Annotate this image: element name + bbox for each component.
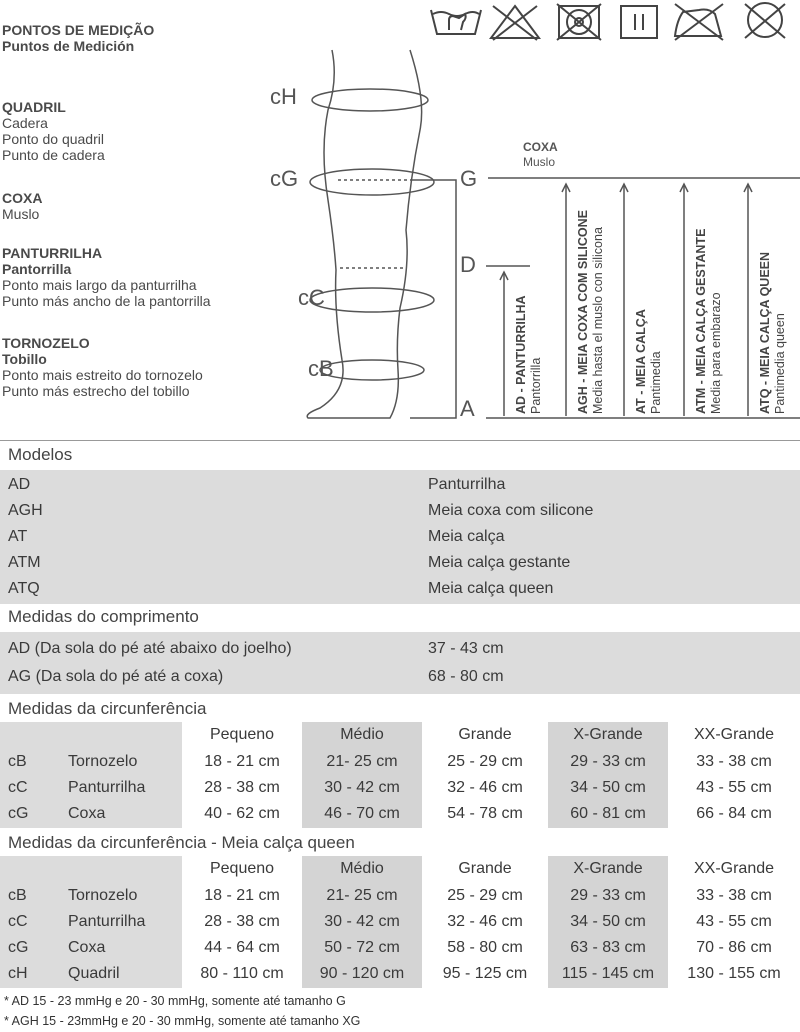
circ-code: cC bbox=[8, 779, 28, 796]
circ-title: Medidas da circunferência bbox=[8, 699, 207, 718]
panturrilha-line: Ponto mais largo da panturrilha bbox=[2, 277, 197, 293]
model-name: Panturrilha bbox=[428, 476, 506, 493]
measurement-diagram-section bbox=[0, 0, 800, 430]
label-G: G bbox=[460, 166, 478, 191]
model-code: ATM bbox=[8, 554, 41, 571]
model-code: ATQ bbox=[8, 580, 40, 597]
circ-value: 60 - 81 cm bbox=[570, 805, 646, 822]
no-dry-clean-icon bbox=[745, 3, 785, 38]
care-icons bbox=[425, 0, 800, 44]
circ-value: 32 - 46 cm bbox=[447, 913, 523, 930]
size-header: X-Grande bbox=[573, 726, 643, 743]
comprimento-title-row bbox=[0, 604, 800, 630]
circ-name: Quadril bbox=[68, 965, 120, 982]
size-header: Médio bbox=[340, 726, 384, 743]
comprimento-title: Medidas do comprimento bbox=[8, 607, 199, 626]
circ-value: 25 - 29 cm bbox=[447, 887, 523, 904]
label-D: D bbox=[460, 252, 476, 277]
table-row bbox=[0, 524, 800, 550]
circq-title: Medidas da circunferência - Meia calça queen bbox=[8, 833, 355, 852]
quadril-line: Ponto do quadril bbox=[2, 131, 104, 147]
circ-code: cB bbox=[8, 753, 27, 770]
arrow-label-at: AT - MEIA CALÇA Pantimedia bbox=[634, 309, 663, 414]
circ-value: 70 - 86 cm bbox=[696, 939, 772, 956]
circ-value: 25 - 29 cm bbox=[447, 753, 523, 770]
quadril-line: Punto de cadera bbox=[2, 147, 105, 163]
circq-header-row bbox=[0, 856, 800, 882]
coxa-heading: COXA bbox=[2, 190, 43, 206]
dry-flat-icon bbox=[621, 6, 657, 38]
circ-code: cB bbox=[8, 887, 27, 904]
model-code: AT bbox=[8, 528, 28, 545]
no-bleach-icon bbox=[491, 6, 539, 40]
table-row bbox=[0, 576, 800, 602]
table-row bbox=[0, 664, 800, 690]
panturrilha-line: Punto más ancho de la pantorrilla bbox=[2, 293, 211, 309]
circ-value: 44 - 64 cm bbox=[204, 939, 280, 956]
circ-value: 63 - 83 cm bbox=[570, 939, 646, 956]
circ-header-row bbox=[0, 722, 800, 748]
label-A: A bbox=[460, 396, 475, 421]
quadril-heading: QUADRIL bbox=[2, 99, 66, 115]
circq-title-row bbox=[0, 830, 800, 856]
circ-value: 115 - 145 cm bbox=[561, 965, 655, 982]
circ-value: 54 - 78 cm bbox=[447, 805, 523, 822]
circ-value: 29 - 33 cm bbox=[570, 887, 646, 904]
tornozelo-line: Punto más estrecho del tobillo bbox=[2, 383, 190, 399]
size-header: Grande bbox=[458, 860, 512, 877]
label-cC: cC bbox=[298, 285, 325, 310]
circ-value: 40 - 62 cm bbox=[204, 805, 280, 822]
circ-name: Panturrilha bbox=[68, 913, 146, 930]
footnote: * AGH 15 - 23mmHg e 20 - 30 mmHg, somente até tamanho XG bbox=[4, 1014, 361, 1028]
arrow-label-atq: ATQ - MEIA CALÇA QUEEN Pantimedia queen bbox=[758, 251, 787, 414]
circ-code: cG bbox=[8, 939, 29, 956]
circ-value: 30 - 42 cm bbox=[324, 779, 400, 796]
size-header: Pequeno bbox=[209, 860, 275, 877]
length-value: 68 - 80 cm bbox=[428, 668, 504, 685]
label-cH: cH bbox=[270, 84, 297, 109]
circ-value: 28 - 38 cm bbox=[204, 913, 280, 930]
table-row bbox=[0, 775, 800, 801]
length-desc: AD (Da sola do pé até abaixo do joelho) bbox=[8, 640, 292, 657]
circ-value: 34 - 50 cm bbox=[570, 779, 646, 796]
length-value: 37 - 43 cm bbox=[428, 640, 504, 657]
circ-name: Panturrilha bbox=[68, 779, 146, 796]
circ-code: cH bbox=[8, 965, 28, 982]
panturrilha-sub: Pantorrilla bbox=[2, 261, 72, 277]
modelos-title: Modelos bbox=[8, 445, 73, 464]
circ-value: 21- 25 cm bbox=[326, 887, 398, 904]
circ-value: 46 - 70 cm bbox=[324, 805, 400, 822]
table-row bbox=[0, 498, 800, 524]
circ-name: Coxa bbox=[68, 939, 106, 956]
circ-value: 18 - 21 cm bbox=[204, 753, 280, 770]
circ-value: 32 - 46 cm bbox=[447, 779, 523, 796]
quadril-line: Cadera bbox=[2, 115, 48, 131]
circ-value: 66 - 84 cm bbox=[696, 805, 772, 822]
label-cG: cG bbox=[270, 166, 299, 191]
label-cB: cB bbox=[308, 356, 334, 381]
no-tumble-dry-icon bbox=[557, 4, 601, 40]
no-iron-icon bbox=[675, 4, 723, 40]
circ-value: 80 - 110 cm bbox=[200, 965, 284, 982]
circ-value: 50 - 72 cm bbox=[324, 939, 400, 956]
table-row bbox=[0, 935, 800, 961]
circ-name: Tornozelo bbox=[68, 753, 138, 770]
table-row bbox=[0, 883, 800, 909]
model-code: AGH bbox=[8, 502, 43, 519]
table-row bbox=[0, 472, 800, 498]
arrow-label-ad: AD - PANTURRILHA Pantorrilla bbox=[514, 295, 543, 414]
model-name: Meia calça bbox=[428, 528, 505, 545]
coxa-line: Muslo bbox=[2, 206, 40, 222]
table-row bbox=[0, 749, 800, 775]
size-header: Grande bbox=[458, 726, 512, 743]
model-name: Meia calça queen bbox=[428, 580, 554, 597]
circ-code: cC bbox=[8, 913, 28, 930]
tornozelo-line: Ponto mais estreito do tornozelo bbox=[2, 367, 203, 383]
panturrilha-heading: PANTURRILHA bbox=[2, 245, 103, 261]
circ-value: 43 - 55 cm bbox=[696, 913, 772, 930]
circ-value: 90 - 120 cm bbox=[319, 965, 405, 982]
points-title: PONTOS DE MEDIÇÃO bbox=[2, 22, 155, 38]
table-row bbox=[0, 636, 800, 662]
table-row bbox=[0, 961, 800, 987]
circ-value: 21- 25 cm bbox=[326, 753, 398, 770]
muslo-label: Muslo bbox=[523, 155, 556, 169]
coxa-label: COXA bbox=[523, 140, 558, 154]
size-header: Médio bbox=[340, 860, 384, 877]
circ-code: cG bbox=[8, 805, 29, 822]
circ-title-row bbox=[0, 696, 800, 722]
tornozelo-sub: Tobillo bbox=[2, 351, 47, 367]
points-subtitle: Puntos de Medición bbox=[2, 38, 135, 54]
model-code: AD bbox=[8, 476, 31, 493]
modelos-title-row bbox=[0, 442, 800, 468]
size-header: XX-Grande bbox=[693, 726, 775, 743]
size-header: XX-Grande bbox=[693, 860, 775, 877]
circ-value: 30 - 42 cm bbox=[324, 913, 400, 930]
wash-hand-icon bbox=[431, 10, 481, 34]
model-name: Meia coxa com silicone bbox=[428, 502, 594, 519]
size-header: Pequeno bbox=[209, 726, 275, 743]
circ-value: 58 - 80 cm bbox=[447, 939, 523, 956]
tornozelo-heading: TORNOZELO bbox=[2, 335, 90, 351]
circ-value: 28 - 38 cm bbox=[204, 779, 280, 796]
circ-value: 43 - 55 cm bbox=[696, 779, 772, 796]
size-header: X-Grande bbox=[573, 860, 643, 877]
circ-value: 29 - 33 cm bbox=[570, 753, 646, 770]
circ-name: Coxa bbox=[68, 805, 106, 822]
circ-value: 130 - 155 cm bbox=[687, 965, 781, 982]
table-row bbox=[0, 909, 800, 935]
arrow-label-atm: ATM - MEIA CALÇA GESTANTE Media para embarazo bbox=[694, 228, 723, 414]
circ-value: 34 - 50 cm bbox=[570, 913, 646, 930]
circ-name: Tornozelo bbox=[68, 887, 138, 904]
circ-value: 18 - 21 cm bbox=[204, 887, 280, 904]
model-name: Meia calça gestante bbox=[428, 554, 571, 571]
circ-value: 33 - 38 cm bbox=[696, 887, 772, 904]
divider bbox=[0, 440, 800, 441]
table-row bbox=[0, 801, 800, 827]
footnote: * AD 15 - 23 mmHg e 20 - 30 mmHg, somente até tamanho G bbox=[4, 994, 346, 1008]
table-row bbox=[0, 550, 800, 576]
circ-value: 33 - 38 cm bbox=[696, 753, 772, 770]
circ-value: 95 - 125 cm bbox=[442, 965, 528, 982]
length-desc: AG (Da sola do pé até a coxa) bbox=[8, 668, 224, 685]
arrow-label-agh: AGH - MEIA COXA COM SILICONE Media hasta el muslo con silicona bbox=[576, 210, 605, 414]
